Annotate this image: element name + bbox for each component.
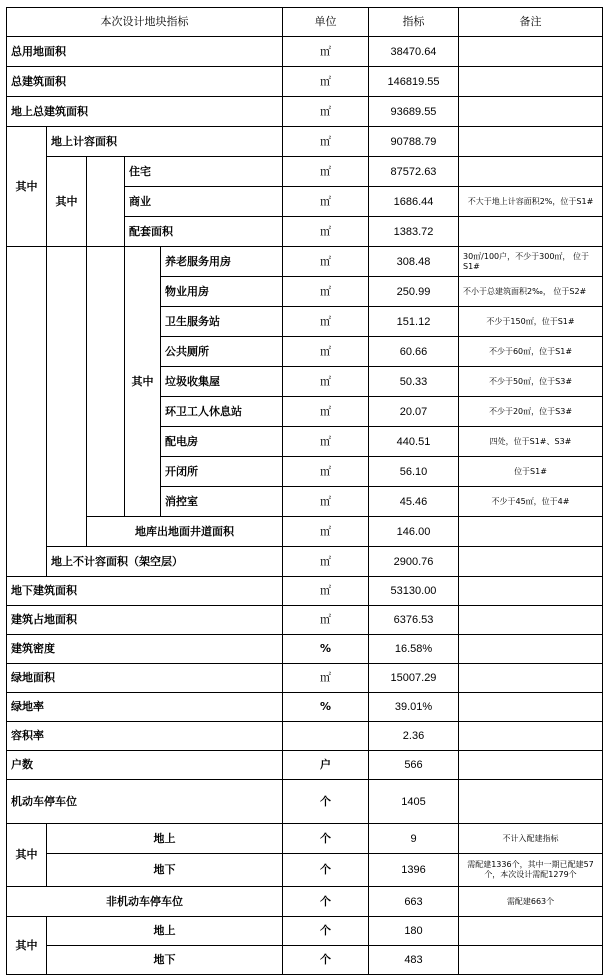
header-indicator: 本次设计地块指标 xyxy=(7,8,283,37)
row-label: 建筑占地面积 xyxy=(7,606,283,635)
row-remark: 不大于地上计容面积2%，位于S1# xyxy=(459,187,603,217)
table-row xyxy=(7,547,603,577)
row-remark xyxy=(459,635,603,664)
table-row xyxy=(7,887,603,917)
row-unit: 个 xyxy=(283,854,369,887)
row-value: 2.36 xyxy=(369,722,459,751)
row-label: 绿地面积 xyxy=(7,664,283,693)
row-label: 建筑密度 xyxy=(7,635,283,664)
table-row xyxy=(7,780,603,824)
spacer-cell xyxy=(47,517,87,547)
row-remark xyxy=(459,780,603,824)
row-unit: ㎡ xyxy=(283,37,369,67)
table-row xyxy=(7,664,603,693)
group-label-qizhong: 其中 xyxy=(7,127,47,247)
lower-table xyxy=(6,516,603,975)
group-label-qizhong-4: 其中 xyxy=(7,824,47,887)
row-remark xyxy=(459,722,603,751)
row-value: 146819.55 xyxy=(369,67,459,97)
row-unit: % xyxy=(283,635,369,664)
row-value: 6376.53 xyxy=(369,606,459,635)
row-value: 16.58% xyxy=(369,635,459,664)
row-label: 卫生服务站 xyxy=(161,307,283,337)
row-remark: 需配建1336个，其中一期已配建57个，本次设计需配1279个 xyxy=(459,854,603,887)
row-remark xyxy=(459,67,603,97)
row-label: 机动车停车位 xyxy=(7,780,283,824)
row-label: 绿地率 xyxy=(7,693,283,722)
row-unit: ㎡ xyxy=(283,664,369,693)
row-remark xyxy=(459,577,603,606)
table-row xyxy=(7,946,603,975)
group-label-qizhong-2: 其中 xyxy=(47,157,87,247)
row-value: 1396 xyxy=(369,854,459,887)
row-unit: ㎡ xyxy=(283,427,369,457)
row-unit: ㎡ xyxy=(283,157,369,187)
row-label: 地上 xyxy=(47,824,283,854)
row-value: 566 xyxy=(369,751,459,780)
table-row xyxy=(7,824,603,854)
row-label: 总用地面积 xyxy=(7,37,283,67)
row-remark: 不少于45㎡，位于4# xyxy=(459,487,603,517)
row-unit: 个 xyxy=(283,824,369,854)
row-label: 地库出地面井道面积 xyxy=(87,517,283,547)
row-unit: % xyxy=(283,693,369,722)
spacer-cell xyxy=(7,547,47,577)
row-label: 地上 xyxy=(47,917,283,946)
row-remark: 四处，位于S1#、S3# xyxy=(459,427,603,457)
table-row xyxy=(7,157,603,187)
table-row xyxy=(7,693,603,722)
row-label: 环卫工人休息站 xyxy=(161,397,283,427)
row-unit: ㎡ xyxy=(283,457,369,487)
spacer-cell xyxy=(7,247,47,517)
row-remark xyxy=(459,664,603,693)
row-label: 总建筑面积 xyxy=(7,67,283,97)
row-value: 1686.44 xyxy=(369,187,459,217)
table-row xyxy=(7,127,603,157)
row-value: 9 xyxy=(369,824,459,854)
row-label: 物业用房 xyxy=(161,277,283,307)
table-row xyxy=(7,606,603,635)
row-label: 配电房 xyxy=(161,427,283,457)
row-label: 地上不计容面积（架空层） xyxy=(47,547,283,577)
row-value: 56.10 xyxy=(369,457,459,487)
group-label-qizhong-5: 其中 xyxy=(7,917,47,975)
row-remark: 不小于总建筑面积2‰， 位于S2# xyxy=(459,277,603,307)
row-label: 垃圾收集屋 xyxy=(161,367,283,397)
header-value: 指标 xyxy=(369,8,459,37)
row-unit: ㎡ xyxy=(283,397,369,427)
row-value: 1405 xyxy=(369,780,459,824)
row-unit: ㎡ xyxy=(283,606,369,635)
row-unit: 个 xyxy=(283,887,369,917)
row-remark xyxy=(459,517,603,547)
table-row xyxy=(7,751,603,780)
row-remark: 位于S1# xyxy=(459,457,603,487)
row-value: 60.66 xyxy=(369,337,459,367)
row-label: 商业 xyxy=(125,187,283,217)
table-row xyxy=(7,247,603,277)
row-value: 50.33 xyxy=(369,367,459,397)
blank-cell xyxy=(87,157,125,247)
row-remark xyxy=(459,547,603,577)
row-unit: 个 xyxy=(283,946,369,975)
table-row xyxy=(7,97,603,127)
table-row xyxy=(7,577,603,606)
row-label: 地下建筑面积 xyxy=(7,577,283,606)
row-label: 消控室 xyxy=(161,487,283,517)
row-value: 663 xyxy=(369,887,459,917)
indicator-table xyxy=(6,7,603,247)
row-unit: ㎡ xyxy=(283,217,369,247)
row-remark xyxy=(459,157,603,187)
row-remark: 30㎡/100户，不少于300㎡， 位于S1# xyxy=(459,247,603,277)
row-value: 146.00 xyxy=(369,517,459,547)
row-value: 250.99 xyxy=(369,277,459,307)
row-unit: ㎡ xyxy=(283,517,369,547)
row-value: 2900.76 xyxy=(369,547,459,577)
row-unit: ㎡ xyxy=(283,307,369,337)
row-unit: ㎡ xyxy=(283,247,369,277)
row-value: 39.01% xyxy=(369,693,459,722)
row-unit: 个 xyxy=(283,917,369,946)
row-unit: ㎡ xyxy=(283,67,369,97)
row-remark: 不少于60㎡，位于S1# xyxy=(459,337,603,367)
header-row xyxy=(7,8,603,37)
row-label: 地上总建筑面积 xyxy=(7,97,283,127)
row-value: 20.07 xyxy=(369,397,459,427)
row-unit xyxy=(283,722,369,751)
row-remark xyxy=(459,917,603,946)
row-unit: ㎡ xyxy=(283,127,369,157)
row-label: 地下 xyxy=(47,946,283,975)
row-value: 151.12 xyxy=(369,307,459,337)
table-row xyxy=(7,517,603,547)
row-remark: 需配建663个 xyxy=(459,887,603,917)
row-unit: ㎡ xyxy=(283,577,369,606)
row-remark: 不少于50㎡，位于S3# xyxy=(459,367,603,397)
row-label: 户数 xyxy=(7,751,283,780)
row-label: 住宅 xyxy=(125,157,283,187)
row-label: 公共厕所 xyxy=(161,337,283,367)
row-value: 180 xyxy=(369,917,459,946)
table-row xyxy=(7,37,603,67)
row-unit: ㎡ xyxy=(283,97,369,127)
row-value: 93689.55 xyxy=(369,97,459,127)
row-unit: ㎡ xyxy=(283,187,369,217)
table-row xyxy=(7,917,603,946)
row-unit: ㎡ xyxy=(283,367,369,397)
row-value: 15007.29 xyxy=(369,664,459,693)
header-unit: 单位 xyxy=(283,8,369,37)
row-remark xyxy=(459,37,603,67)
row-value: 1383.72 xyxy=(369,217,459,247)
table-row xyxy=(7,635,603,664)
table-row xyxy=(7,722,603,751)
row-remark xyxy=(459,751,603,780)
spacer-cell xyxy=(47,247,87,517)
row-unit: ㎡ xyxy=(283,277,369,307)
group-label-qizhong-3: 其中 xyxy=(125,247,161,517)
header-remark: 备注 xyxy=(459,8,603,37)
row-unit: ㎡ xyxy=(283,487,369,517)
row-label: 地下 xyxy=(47,854,283,887)
row-label: 容积率 xyxy=(7,722,283,751)
row-value: 38470.64 xyxy=(369,37,459,67)
row-remark xyxy=(459,693,603,722)
row-unit: 户 xyxy=(283,751,369,780)
row-unit: 个 xyxy=(283,780,369,824)
row-value: 440.51 xyxy=(369,427,459,457)
row-remark xyxy=(459,127,603,157)
row-label: 地上计容面积 xyxy=(47,127,283,157)
row-unit: ㎡ xyxy=(283,547,369,577)
row-remark xyxy=(459,946,603,975)
spacer-cell xyxy=(87,247,125,517)
row-remark xyxy=(459,97,603,127)
row-remark: 不少于150㎡，位于S1# xyxy=(459,307,603,337)
row-label: 养老服务用房 xyxy=(161,247,283,277)
row-remark xyxy=(459,217,603,247)
row-remark: 不计入配建指标 xyxy=(459,824,603,854)
row-label: 配套面积 xyxy=(125,217,283,247)
row-value: 87572.63 xyxy=(369,157,459,187)
spacer-cell xyxy=(7,517,47,547)
row-unit: ㎡ xyxy=(283,337,369,367)
row-label: 非机动车停车位 xyxy=(7,887,283,917)
row-remark xyxy=(459,606,603,635)
row-value: 90788.79 xyxy=(369,127,459,157)
row-value: 483 xyxy=(369,946,459,975)
row-value: 45.46 xyxy=(369,487,459,517)
table-row xyxy=(7,854,603,887)
row-remark: 不少于20㎡，位于S3# xyxy=(459,397,603,427)
table-row xyxy=(7,67,603,97)
row-value: 308.48 xyxy=(369,247,459,277)
sub-table xyxy=(6,246,603,517)
row-label: 开闭所 xyxy=(161,457,283,487)
row-value: 53130.00 xyxy=(369,577,459,606)
